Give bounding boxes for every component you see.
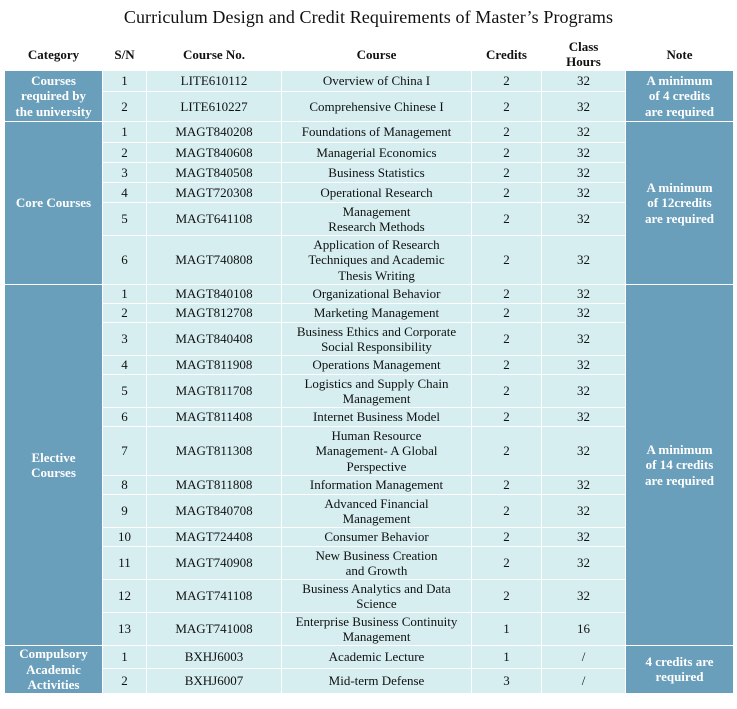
course-no-cell: MAGT641108: [147, 203, 282, 236]
sn-cell: 11: [103, 547, 147, 580]
sn-cell: 3: [103, 323, 147, 356]
table-row: [5, 580, 734, 613]
note-cell: A minimum of 12credits are required: [626, 122, 734, 285]
class-hours-cell: 32: [542, 528, 626, 547]
course-name-cell: Managerial Economics: [282, 143, 472, 163]
sn-cell: 2: [103, 668, 147, 693]
table-row: [5, 203, 734, 236]
sn-cell: 1: [103, 122, 147, 143]
course-name-cell: Management Research Methods: [282, 203, 472, 236]
course-no-cell: MAGT741008: [147, 613, 282, 646]
credits-cell: 2: [472, 183, 542, 203]
header-row: [5, 38, 734, 71]
class-hours-cell: 32: [542, 122, 626, 143]
credits-cell: 2: [472, 495, 542, 528]
table-row: [5, 304, 734, 323]
category-cell: Compulsory Academic Activities: [5, 646, 103, 694]
header-category: Category: [5, 38, 103, 71]
course-name-cell: Consumer Behavior: [282, 528, 472, 547]
course-no-cell: BXHJ6007: [147, 668, 282, 693]
table-row: [5, 427, 734, 476]
credits-cell: 2: [472, 408, 542, 427]
course-no-cell: MAGT811308: [147, 427, 282, 476]
credits-cell: 2: [472, 143, 542, 163]
course-name-cell: Overview of China I: [282, 71, 472, 92]
credits-cell: 2: [472, 580, 542, 613]
category-cell: Core Courses: [5, 122, 103, 285]
course-no-cell: MAGT840508: [147, 163, 282, 183]
course-name-cell: Business Analytics and Data Science: [282, 580, 472, 613]
course-name-cell: Foundations of Management: [282, 122, 472, 143]
table-row: [5, 122, 734, 143]
sn-cell: 2: [103, 92, 147, 122]
course-name-cell: Operational Research: [282, 183, 472, 203]
course-name-cell: Logistics and Supply Chain Management: [282, 375, 472, 408]
course-no-cell: LITE610112: [147, 71, 282, 92]
credits-cell: 2: [472, 236, 542, 285]
table-row: [5, 408, 734, 427]
sn-cell: 2: [103, 143, 147, 163]
credits-cell: 2: [472, 285, 542, 304]
course-no-cell: MAGT840108: [147, 285, 282, 304]
credits-cell: 2: [472, 547, 542, 580]
sn-cell: 12: [103, 580, 147, 613]
credits-cell: 2: [472, 163, 542, 183]
table-header: [5, 38, 734, 71]
sn-cell: 1: [103, 285, 147, 304]
curriculum-table: [4, 38, 734, 694]
credits-cell: 2: [472, 427, 542, 476]
credits-cell: 2: [472, 356, 542, 375]
credits-cell: 2: [472, 92, 542, 122]
table-row: [5, 183, 734, 203]
credits-cell: 2: [472, 323, 542, 356]
course-no-cell: MAGT840708: [147, 495, 282, 528]
sn-cell: 4: [103, 356, 147, 375]
course-name-cell: Mid-term Defense: [282, 668, 472, 693]
credits-cell: 2: [472, 203, 542, 236]
credits-cell: 1: [472, 646, 542, 669]
sn-cell: 6: [103, 408, 147, 427]
header-credits: Credits: [472, 38, 542, 71]
course-no-cell: MAGT811908: [147, 356, 282, 375]
course-no-cell: MAGT740808: [147, 236, 282, 285]
header-sn: S/N: [103, 38, 147, 71]
credits-cell: 2: [472, 528, 542, 547]
table-row: [5, 528, 734, 547]
class-hours-cell: 32: [542, 236, 626, 285]
course-name-cell: Marketing Management: [282, 304, 472, 323]
table-row: [5, 163, 734, 183]
class-hours-cell: 32: [542, 495, 626, 528]
sn-cell: 5: [103, 203, 147, 236]
course-no-cell: MAGT741108: [147, 580, 282, 613]
category-cell: Courses required by the university: [5, 71, 103, 122]
class-hours-cell: 32: [542, 71, 626, 92]
credits-cell: 2: [472, 476, 542, 495]
credits-cell: 2: [472, 375, 542, 408]
course-no-cell: MAGT840208: [147, 122, 282, 143]
sn-cell: 9: [103, 495, 147, 528]
course-name-cell: Business Ethics and Corporate Social Responsibility: [282, 323, 472, 356]
course-name-cell: Information Management: [282, 476, 472, 495]
course-name-cell: Business Statistics: [282, 163, 472, 183]
table-row: [5, 613, 734, 646]
class-hours-cell: 32: [542, 476, 626, 495]
class-hours-cell: 32: [542, 163, 626, 183]
course-name-cell: Organizational Behavior: [282, 285, 472, 304]
credits-cell: 2: [472, 304, 542, 323]
table-row: [5, 323, 734, 356]
sn-cell: 8: [103, 476, 147, 495]
sn-cell: 13: [103, 613, 147, 646]
table-body: [5, 71, 734, 694]
course-no-cell: MAGT840608: [147, 143, 282, 163]
note-cell: A minimum of 4 credits are required: [626, 71, 734, 122]
course-name-cell: Internet Business Model: [282, 408, 472, 427]
note-cell: A minimum of 14 credits are required: [626, 285, 734, 646]
class-hours-cell: 32: [542, 285, 626, 304]
class-hours-cell: /: [542, 668, 626, 693]
credits-cell: 2: [472, 122, 542, 143]
class-hours-cell: 32: [542, 143, 626, 163]
course-name-cell: Comprehensive Chinese I: [282, 92, 472, 122]
class-hours-cell: 32: [542, 183, 626, 203]
sn-cell: 5: [103, 375, 147, 408]
course-name-cell: Enterprise Business Continuity Management: [282, 613, 472, 646]
course-no-cell: MAGT812708: [147, 304, 282, 323]
course-no-cell: MAGT811808: [147, 476, 282, 495]
table-row: [5, 495, 734, 528]
course-no-cell: BXHJ6003: [147, 646, 282, 669]
credits-cell: 2: [472, 71, 542, 92]
table-row: [5, 236, 734, 285]
table-row: [5, 375, 734, 408]
sn-cell: 10: [103, 528, 147, 547]
class-hours-cell: 32: [542, 323, 626, 356]
table-row: [5, 547, 734, 580]
table-row: [5, 143, 734, 163]
course-no-cell: MAGT840408: [147, 323, 282, 356]
class-hours-cell: 32: [542, 375, 626, 408]
sn-cell: 6: [103, 236, 147, 285]
course-name-cell: Application of Research Techniques and Academic Thesis Writing: [282, 236, 472, 285]
class-hours-cell: 32: [542, 580, 626, 613]
table-row: [5, 668, 734, 693]
header-course: Course: [282, 38, 472, 71]
class-hours-cell: 32: [542, 547, 626, 580]
sn-cell: 7: [103, 427, 147, 476]
class-hours-cell: /: [542, 646, 626, 669]
sn-cell: 1: [103, 646, 147, 669]
course-name-cell: Operations Management: [282, 356, 472, 375]
class-hours-cell: 32: [542, 304, 626, 323]
course-name-cell: Academic Lecture: [282, 646, 472, 669]
sn-cell: 4: [103, 183, 147, 203]
table-row: [5, 356, 734, 375]
class-hours-cell: 32: [542, 92, 626, 122]
class-hours-cell: 32: [542, 203, 626, 236]
page-title: Curriculum Design and Credit Requirements of Master’s Programs: [123, 7, 614, 27]
header-course-no: Course No.: [147, 38, 282, 71]
course-no-cell: MAGT720308: [147, 183, 282, 203]
credits-cell: 1: [472, 613, 542, 646]
table-row: [5, 71, 734, 92]
class-hours-cell: 16: [542, 613, 626, 646]
sn-cell: 1: [103, 71, 147, 92]
credits-cell: 3: [472, 668, 542, 693]
course-no-cell: MAGT740908: [147, 547, 282, 580]
class-hours-cell: 32: [542, 427, 626, 476]
class-hours-cell: 32: [542, 356, 626, 375]
sn-cell: 3: [103, 163, 147, 183]
course-no-cell: MAGT811708: [147, 375, 282, 408]
course-no-cell: LITE610227: [147, 92, 282, 122]
note-cell: 4 credits are required: [626, 646, 734, 694]
course-no-cell: MAGT811408: [147, 408, 282, 427]
course-name-cell: New Business Creation and Growth: [282, 547, 472, 580]
header-note: Note: [626, 38, 734, 71]
class-hours-cell: 32: [542, 408, 626, 427]
table-row: [5, 92, 734, 122]
course-name-cell: Advanced Financial Management: [282, 495, 472, 528]
course-name-cell: Human Resource Management- A Global Perspective: [282, 427, 472, 476]
header-class-hours: Class Hours: [542, 38, 626, 71]
table-row: [5, 285, 734, 304]
sn-cell: 2: [103, 304, 147, 323]
table-row: [5, 476, 734, 495]
course-no-cell: MAGT724408: [147, 528, 282, 547]
table-row: [5, 646, 734, 669]
category-cell: Elective Courses: [5, 285, 103, 646]
